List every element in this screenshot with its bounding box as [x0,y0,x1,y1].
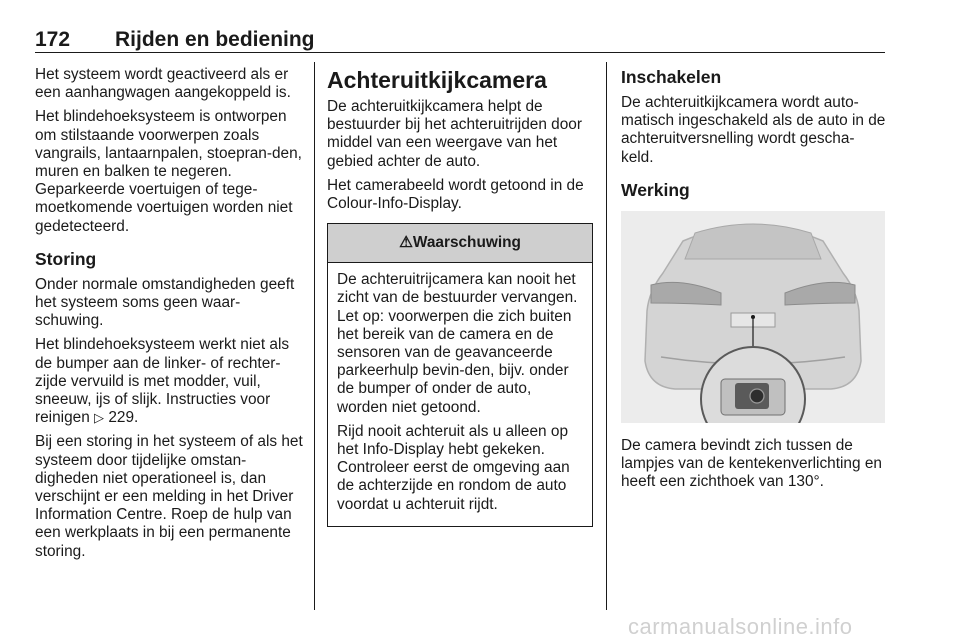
warning-body [328,263,592,526]
warning-triangle-icon: ⚠ [399,234,413,252]
paragraph-activation: De achteruitkijkcamera wordt auto-matisch ingeschakeld als de auto in de achteruitversnelling wordt gescha-keld. [621,94,886,166]
warning-header [328,224,592,263]
paragraph-fault: Bij een storing in het systeem of als het systeem door tijdelijke omstan-digheden niet operationeel is, dan verschijnt er een melding in het Driver Information Centre. Roep de hulp van een werkplaats in bij een permanente storing. [35,433,303,560]
page-ref-icon: ▷ [94,410,105,426]
car-rear-camera-svg [621,211,885,423]
warning-paragraph-1: De achteruitrijcamera kan nooit het zicht van de bestuurder vervangen. Let op: voorwerpen die zich buiten het bereik van de camera en de sensoren van de geavanceerde parkeerhulp bevin-den, bijv. onder de bumper of onder de auto, worden niet getoond. [337,271,578,416]
watermark: carmanualsonline.info [628,614,853,639]
warning-box [327,223,593,527]
paragraph-camera-intro: De achteruitkijkcamera helpt de bestuurder bij het achteruitrijden door middel van een weergave van het gebied achter de auto. [327,98,582,170]
paragraph-display: Het camerabeeld wordt getoond in de Colour-Info-Display. [327,176,584,213]
column-middle [327,66,593,527]
paragraph-trailer: Het systeem wordt geactiveerd als er een aanhangwagen aangekoppeld is. [35,66,291,102]
paragraph-design: Het blindehoeksysteem is ontworpen om stilstaande voorwerpen zoals vangrails, lantaarnpalen, stoepran-den, muren en balken te negeren. Geparkeerde voertuigen of tege-moetkomende voertuigen worden niet gedetecteerd. [35,108,302,235]
header-divider [35,52,885,53]
paragraph-dirty-bumper: Het blindehoeksysteem werkt niet als de bumper aan de linker- of rechter-zijde vervuild is met modder, vuil, sneeuw, ijs of slijk. Instructies voor reinigen ▷ 229. [35,336,290,427]
column-divider-1 [314,62,315,610]
heading-werking: Werking [621,179,690,200]
rear-camera-illustration [621,211,885,423]
column-right [621,66,887,497]
chapter-title: Rijden en bediening [115,28,315,51]
page-reference-link[interactable]: 229. [108,409,139,427]
heading-inschakelen: Inschakelen [621,67,722,87]
heading-storing: Storing [35,248,97,269]
paragraph-camera-position: De camera bevindt zich tussen de lampjes van de kentekenverlichting en heeft een zichthoek van 130°. [621,436,882,491]
page-number: 172 [35,28,71,51]
warning-paragraph-2: Rijd nooit achteruit als u alleen op het Info-Display hebt gekeken. Controleer eerst de omgeving aan de achterzijde en rondom de auto voordat u achteruit rijdt. [337,422,570,513]
column-divider-2 [606,62,607,610]
page-header [35,28,885,50]
paragraph-no-warning: Onder normale omstandigheden geeft het systeem soms geen waar-schuwing. [35,275,295,330]
section-title-camera: Achteruitkijkcamera [327,67,547,93]
column-left [35,66,303,567]
warning-title: Waarschuwing [412,234,521,252]
